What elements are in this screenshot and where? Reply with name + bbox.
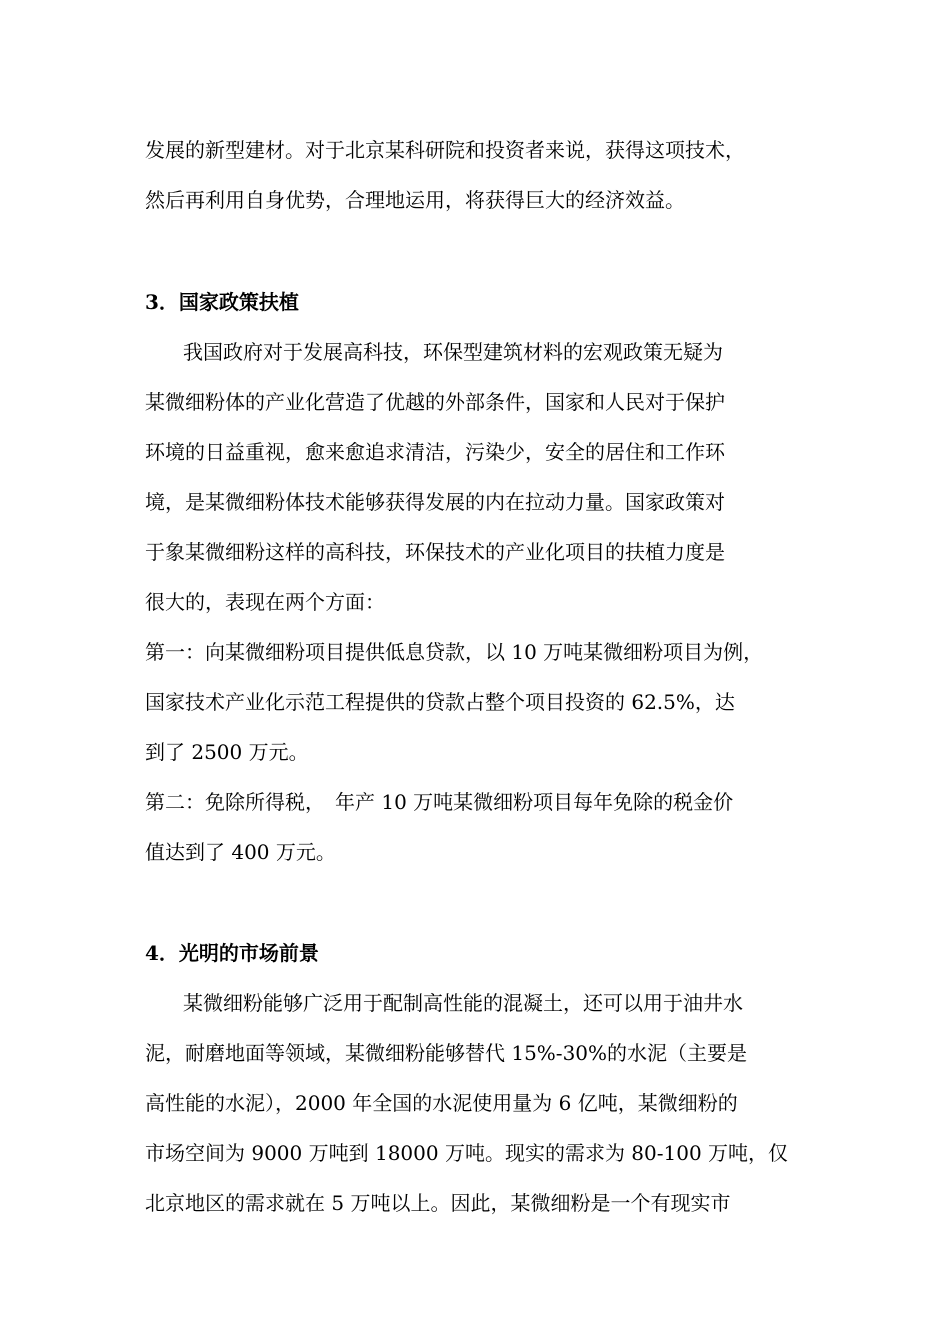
paragraph-line: 环境的日益重视，愈来愈追求清洁，污染少，安全的居住和工作环 <box>145 440 725 464</box>
paragraph-line: 高性能的水泥），2000 年全国的水泥使用量为 6 亿吨，某微细粉的 <box>145 1091 738 1115</box>
paragraph-line: 第一：向某微细粉项目提供低息贷款，以 10 万吨某微细粉项目为例， <box>145 640 764 664</box>
paragraph-line: 然后再利用自身优势，合理地运用，将获得巨大的经济效益。 <box>145 188 685 212</box>
paragraph-line: 到了 2500 万元。 <box>145 740 309 764</box>
paragraph-line: 泥，耐磨地面等领域，某微细粉能够替代 15%-30%的水泥（主要是 <box>145 1041 748 1065</box>
paragraph-line: 值达到了 400 万元。 <box>145 840 336 864</box>
paragraph-line: 某微细粉体的产业化营造了优越的外部条件，国家和人民对于保护 <box>145 390 725 414</box>
paragraph-line: 很大的，表现在两个方面： <box>145 590 385 614</box>
paragraph-line: 于象某微细粉这样的高科技，环保技术的产业化项目的扶植力度是 <box>145 540 725 564</box>
paragraph-line: 我国政府对于发展高科技，环保型建筑材料的宏观政策无疑为 <box>183 340 723 364</box>
section-heading-policy: 3．国家政策扶植 <box>145 290 299 314</box>
paragraph-line: 某微细粉能够广泛用于配制高性能的混凝土，还可以用于油井水 <box>183 991 743 1015</box>
paragraph-line: 境，是某微细粉体技术能够获得发展的内在拉动力量。国家政策对 <box>145 490 725 514</box>
paragraph-line: 第二：免除所得税， 年产 10 万吨某微细粉项目每年免除的税金价 <box>145 790 734 814</box>
section-heading-market: 4．光明的市场前景 <box>145 941 319 965</box>
paragraph-line: 发展的新型建材。对于北京某科研院和投资者来说，获得这项技术， <box>145 138 745 162</box>
paragraph-line: 市场空间为 9000 万吨到 18000 万吨。现实的需求为 80-100 万吨，仅 <box>145 1141 789 1165</box>
paragraph-line: 国家技术产业化示范工程提供的贷款占整个项目投资的 62.5%，达 <box>145 690 735 714</box>
paragraph-line: 北京地区的需求就在 5 万吨以上。因此，某微细粉是一个有现实市 <box>145 1191 731 1215</box>
